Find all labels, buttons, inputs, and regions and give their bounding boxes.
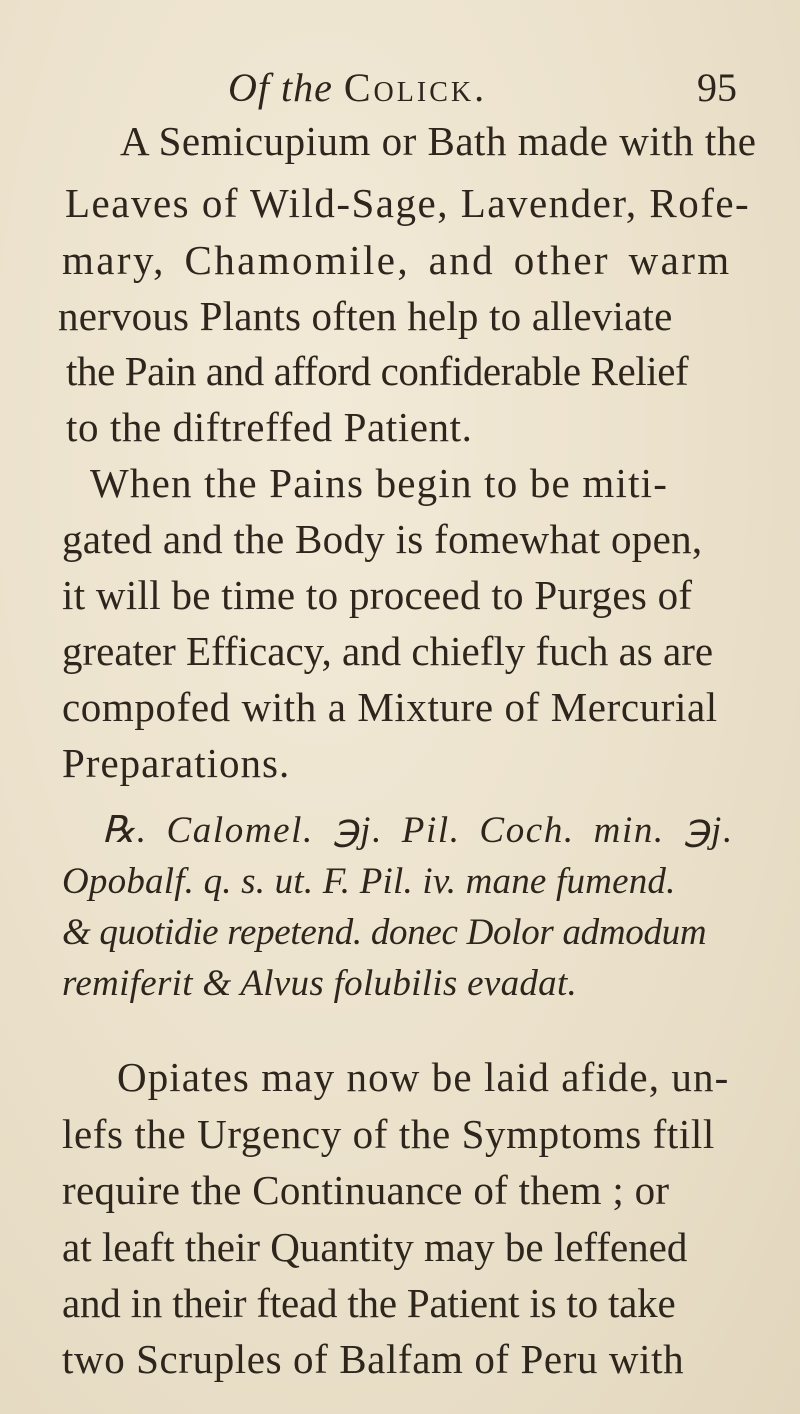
text-line: Preparations. bbox=[62, 740, 291, 786]
running-head bbox=[228, 64, 487, 111]
text-line: it will be time to proceed to Purges of bbox=[62, 572, 693, 618]
text-line: A Semicupium or Bath made with the bbox=[120, 118, 757, 164]
text-line: nervous Plants often help to alleviate bbox=[58, 293, 673, 339]
text-line: lefs the Urgency of the Symptoms ftill bbox=[62, 1111, 715, 1157]
text-line: require the Continuance of them ; or bbox=[62, 1167, 670, 1213]
prescription-line: & quotidie repetend. donec Dolor admodum bbox=[62, 912, 707, 953]
text-line: two Scruples of Balfam of Peru with bbox=[62, 1336, 685, 1382]
running-head-title: Colick. bbox=[343, 65, 488, 110]
text-line: at leaft their Quantity may be leffened bbox=[62, 1224, 688, 1270]
text-line: mary, Chamomile, and other warm bbox=[62, 237, 732, 283]
page-number: 95 bbox=[697, 65, 737, 110]
text-line: compofed with a Mixture of Mercurial bbox=[62, 684, 718, 730]
prescription-line: remiferit & Alvus folubilis evadat. bbox=[62, 963, 578, 1004]
text-line: greater Efficacy, and chiefly fuch as are bbox=[62, 628, 714, 674]
text-line: Opiates may now be laid afide, un- bbox=[117, 1054, 730, 1100]
text-line: the Pain and afford confiderable Relief bbox=[66, 348, 689, 394]
text-line: to the diftreffed Patient. bbox=[66, 404, 473, 450]
page-header bbox=[0, 64, 800, 124]
text-line: When the Pains begin to be miti- bbox=[90, 460, 669, 506]
prescription-line: ℞. Calomel. ℈j. Pil. Coch. min. ℈j. bbox=[102, 810, 734, 851]
text-line: and in their ftead the Patient is to take bbox=[62, 1280, 676, 1326]
prescription-line: Opobalf. q. s. ut. F. Pil. iv. mane fumend. bbox=[62, 861, 676, 902]
text-line: gated and the Body is fomewhat open, bbox=[62, 516, 703, 562]
running-head-prefix: Of the bbox=[228, 65, 344, 110]
text-line: Leaves of Wild-Sage, Lavender, Rofe- bbox=[65, 180, 751, 226]
